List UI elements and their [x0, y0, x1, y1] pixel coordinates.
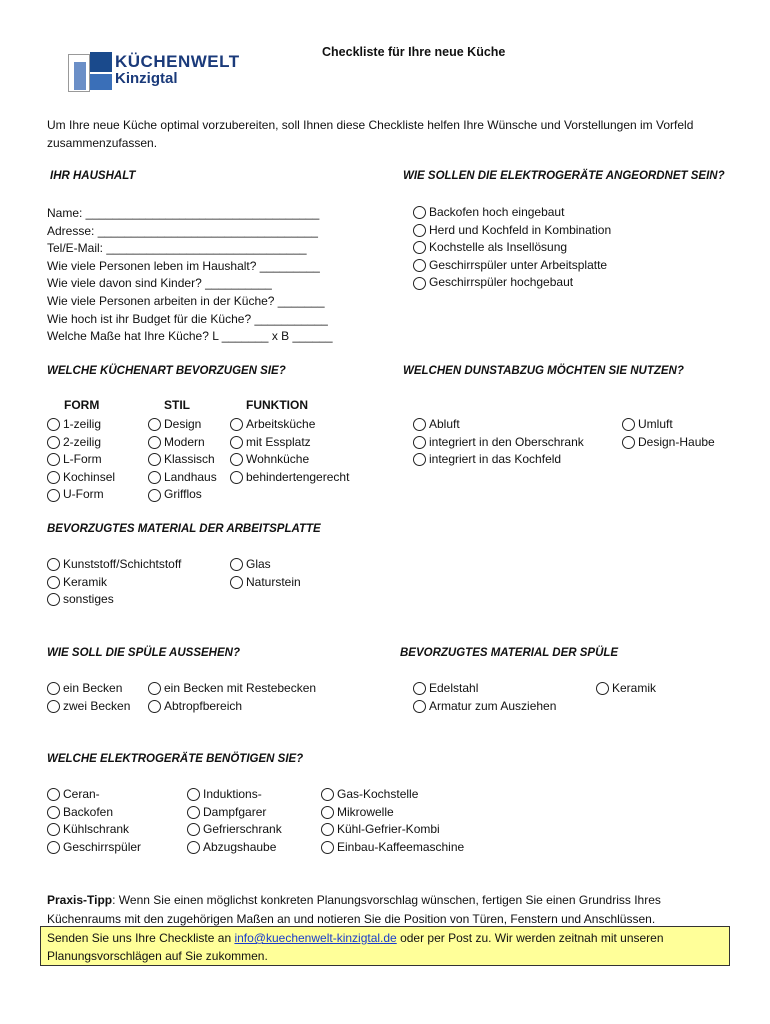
- option-kaffeemaschine[interactable]: Einbau-Kaffeemaschine: [321, 839, 464, 857]
- option-wohnkueche[interactable]: Wohnküche: [230, 451, 349, 469]
- sink-options-col2: [148, 680, 316, 715]
- contact-box: [40, 926, 730, 966]
- option-kochfeld[interactable]: integriert in das Kochfeld: [413, 451, 584, 469]
- extraction-heading: WELCHEN DUNSTABZUG MÖCHTEN SIE NUTZEN?: [403, 365, 684, 377]
- extraction-options-col2: [622, 416, 715, 451]
- radio-circle[interactable]: [187, 841, 200, 854]
- option-glas[interactable]: Glas: [230, 556, 301, 574]
- option-geschirrspueler[interactable]: Geschirrspüler: [47, 839, 141, 857]
- option-2-zeilig[interactable]: 2-zeilig: [47, 434, 115, 452]
- radio-circle[interactable]: [47, 453, 60, 466]
- option-abluft[interactable]: Abluft: [413, 416, 584, 434]
- email-link[interactable]: info@kuechenwelt-kinzigtal.de: [234, 931, 397, 945]
- radio-circle[interactable]: [47, 700, 60, 713]
- radio-circle[interactable]: [622, 436, 635, 449]
- radio-circle[interactable]: [230, 471, 243, 484]
- appliances-col1: [47, 786, 141, 856]
- radio-circle[interactable]: [413, 259, 426, 272]
- option-1-zeilig[interactable]: 1-zeilig: [47, 416, 115, 434]
- radio-circle[interactable]: [148, 471, 161, 484]
- option-kochinsel[interactable]: Kochinsel: [47, 469, 115, 487]
- radio-circle[interactable]: [321, 806, 334, 819]
- option-edelstahl[interactable]: Edelstahl: [413, 680, 556, 698]
- radio-circle[interactable]: [148, 682, 161, 695]
- option-modern[interactable]: Modern: [148, 434, 217, 452]
- option-arbeitskueche[interactable]: Arbeitsküche: [230, 416, 349, 434]
- radio-circle[interactable]: [413, 277, 426, 290]
- radio-circle[interactable]: [47, 558, 60, 571]
- radio-circle[interactable]: [230, 418, 243, 431]
- option-herd-kombi[interactable]: Herd und Kochfeld in Kombination: [413, 222, 611, 240]
- radio-circle[interactable]: [47, 682, 60, 695]
- radio-circle[interactable]: [148, 700, 161, 713]
- sink-material-heading: BEVORZUGTES MATERIAL DER SPÜLE: [400, 647, 619, 659]
- radio-circle[interactable]: [47, 489, 60, 502]
- radio-circle[interactable]: [230, 576, 243, 589]
- sink-options-col1: [47, 680, 130, 715]
- option-gefrierschrank[interactable]: Gefrierschrank: [187, 821, 282, 839]
- radio-circle[interactable]: [47, 841, 60, 854]
- option-gs-unter[interactable]: Geschirrspüler unter Arbeitsplatte: [413, 257, 611, 275]
- radio-circle[interactable]: [413, 418, 426, 431]
- option-design-haube[interactable]: Design-Haube: [622, 434, 715, 452]
- funktion-options: [230, 416, 349, 486]
- option-essplatz[interactable]: mit Essplatz: [230, 434, 349, 452]
- radio-circle[interactable]: [413, 241, 426, 254]
- radio-circle[interactable]: [148, 436, 161, 449]
- option-induktion[interactable]: Induktions-: [187, 786, 282, 804]
- tip-text: : Wenn Sie einen möglichst konkreten Planungsvorschlag wünschen, fertigen Sie einen Grundriss Ihres Küchenraums mit den zugehörigen Maßen an und notieren Sie die Position von Türen, Fenstern und Anschlüssen.: [47, 893, 661, 926]
- option-kuehlschrank[interactable]: Kühlschrank: [47, 821, 141, 839]
- contact-text-after: oder per Post zu. Wir werden zeitnah mit unseren Planungsvorschlägen auf Sie zukommen.: [47, 931, 664, 963]
- option-abtropfbereich[interactable]: Abtropfbereich: [148, 698, 316, 716]
- radio-circle[interactable]: [230, 453, 243, 466]
- option-restebecken[interactable]: ein Becken mit Restebecken: [148, 680, 316, 698]
- sink-material-col2: [596, 680, 656, 698]
- option-kuehl-gefrier[interactable]: Kühl-Gefrier-Kombi: [321, 821, 464, 839]
- extraction-options-col1: [413, 416, 584, 469]
- workers-field[interactable]: Wie viele Personen arbeiten in der Küche? _______: [47, 293, 325, 308]
- radio-circle[interactable]: [321, 841, 334, 854]
- radio-circle[interactable]: [47, 823, 60, 836]
- option-naturstein[interactable]: Naturstein: [230, 574, 301, 592]
- option-ceran[interactable]: Ceran-: [47, 786, 141, 804]
- radio-circle[interactable]: [596, 682, 609, 695]
- option-gas[interactable]: Gas-Kochstelle: [321, 786, 464, 804]
- option-kunststoff[interactable]: Kunststoff/Schichtstoff: [47, 556, 181, 574]
- option-mikrowelle[interactable]: Mikrowelle: [321, 804, 464, 822]
- address-field[interactable]: Adresse: _________________________________: [47, 223, 318, 238]
- option-l-form[interactable]: L-Form: [47, 451, 115, 469]
- appliances-col2: [187, 786, 282, 856]
- sink-material-col1: [413, 680, 556, 715]
- option-gs-hoch[interactable]: Geschirrspüler hochgebaut: [413, 274, 611, 292]
- option-umluft[interactable]: Umluft: [622, 416, 715, 434]
- option-klassisch[interactable]: Klassisch: [148, 451, 217, 469]
- radio-circle[interactable]: [47, 806, 60, 819]
- company-logo: [64, 50, 260, 92]
- option-u-form[interactable]: U-Form: [47, 486, 115, 504]
- option-sonstiges[interactable]: sonstiges: [47, 591, 181, 609]
- radio-circle[interactable]: [187, 823, 200, 836]
- intro-text: Um Ihre neue Küche optimal vorzubereiten, soll Ihnen diese Checkliste helfen Ihre Wünsche und Vorstellungen im Vorfeld zusammenzufassen.: [47, 118, 694, 150]
- budget-field[interactable]: Wie hoch ist ihr Budget für die Küche? ___________: [47, 311, 328, 326]
- option-backofen[interactable]: Backofen: [47, 804, 141, 822]
- option-oberschrank[interactable]: integriert in den Oberschrank: [413, 434, 584, 452]
- radio-circle[interactable]: [413, 206, 426, 219]
- sink-heading: WIE SOLL DIE SPÜLE AUSSEHEN?: [47, 647, 240, 659]
- radio-circle[interactable]: [47, 576, 60, 589]
- contact-text-before: Senden Sie uns Ihre Checkliste an: [47, 931, 235, 945]
- option-dampfgarer[interactable]: Dampfgarer: [187, 804, 282, 822]
- dimensions-field[interactable]: Welche Maße hat Ihre Küche? L _______ x B ______: [47, 329, 333, 344]
- children-field[interactable]: Wie viele davon sind Kinder? __________: [47, 276, 272, 291]
- tip-label: Praxis-Tipp: [47, 893, 113, 907]
- radio-circle[interactable]: [622, 418, 635, 431]
- radio-circle[interactable]: [321, 823, 334, 836]
- option-behindertengerecht[interactable]: behindertengerecht: [230, 469, 349, 487]
- radio-circle[interactable]: [321, 788, 334, 801]
- option-design[interactable]: Design: [148, 416, 217, 434]
- radio-circle[interactable]: [148, 418, 161, 431]
- appliances-col3: [321, 786, 464, 856]
- worktop-heading: BEVORZUGTES MATERIAL DER ARBEITSPLATTE: [47, 523, 321, 535]
- radio-circle[interactable]: [47, 436, 60, 449]
- radio-circle[interactable]: [148, 453, 161, 466]
- option-ein-becken[interactable]: ein Becken: [47, 680, 130, 698]
- radio-circle[interactable]: [413, 224, 426, 237]
- logo-name-line2: Kinzigtal: [115, 70, 178, 87]
- radio-circle[interactable]: [413, 700, 426, 713]
- option-grifflos[interactable]: Grifflos: [148, 486, 217, 504]
- worktop-options-col1: [47, 556, 181, 609]
- radio-circle[interactable]: [148, 489, 161, 502]
- option-keramik-platte[interactable]: Keramik: [47, 574, 181, 592]
- radio-circle[interactable]: [47, 418, 60, 431]
- radio-circle[interactable]: [230, 436, 243, 449]
- practice-tip: [47, 891, 737, 929]
- arrangement-options: [413, 204, 611, 292]
- arrangement-heading: WIE SOLLEN DIE ELEKTROGERÄTE ANGEORDNET SEIN?: [403, 170, 725, 182]
- appliances-heading: WELCHE ELEKTROGERÄTE BENÖTIGEN SIE?: [47, 753, 304, 765]
- radio-circle[interactable]: [413, 436, 426, 449]
- radio-circle[interactable]: [230, 558, 243, 571]
- kitchen-type-heading: WELCHE KÜCHENART BEVORZUGEN SIE?: [47, 365, 286, 377]
- radio-circle[interactable]: [413, 682, 426, 695]
- radio-circle[interactable]: [413, 453, 426, 466]
- worktop-options-col2: [230, 556, 301, 591]
- persons-field[interactable]: Wie viele Personen leben im Haushalt? _________: [47, 258, 320, 273]
- funktion-label: FUNKTION: [246, 398, 308, 412]
- radio-circle[interactable]: [187, 806, 200, 819]
- option-backofen-hoch[interactable]: Backofen hoch eingebaut: [413, 204, 611, 222]
- contact-field[interactable]: Tel/E-Mail: ______________________________: [47, 241, 307, 256]
- household-heading: IHR HAUSHALT: [50, 170, 136, 182]
- option-armatur[interactable]: Armatur zum Ausziehen: [413, 698, 556, 716]
- radio-circle[interactable]: [47, 788, 60, 801]
- option-landhaus[interactable]: Landhaus: [148, 469, 217, 487]
- radio-circle[interactable]: [47, 593, 60, 606]
- stil-options: [148, 416, 217, 504]
- radio-circle[interactable]: [47, 471, 60, 484]
- form-options: [47, 416, 115, 504]
- name-field[interactable]: Name: ___________________________________: [47, 206, 320, 220]
- household-fields: [47, 205, 333, 346]
- option-insel[interactable]: Kochstelle als Insellösung: [413, 239, 611, 257]
- radio-circle[interactable]: [187, 788, 200, 801]
- option-abzugshaube[interactable]: Abzugshaube: [187, 839, 282, 857]
- logo-name-line1: KÜCHENWELT: [115, 52, 240, 71]
- stil-label: STIL: [164, 398, 190, 412]
- page-title: Checkliste für Ihre neue Küche: [322, 45, 506, 59]
- form-label: FORM: [64, 398, 100, 412]
- option-keramik-spuele[interactable]: Keramik: [596, 680, 656, 698]
- option-zwei-becken[interactable]: zwei Becken: [47, 698, 130, 716]
